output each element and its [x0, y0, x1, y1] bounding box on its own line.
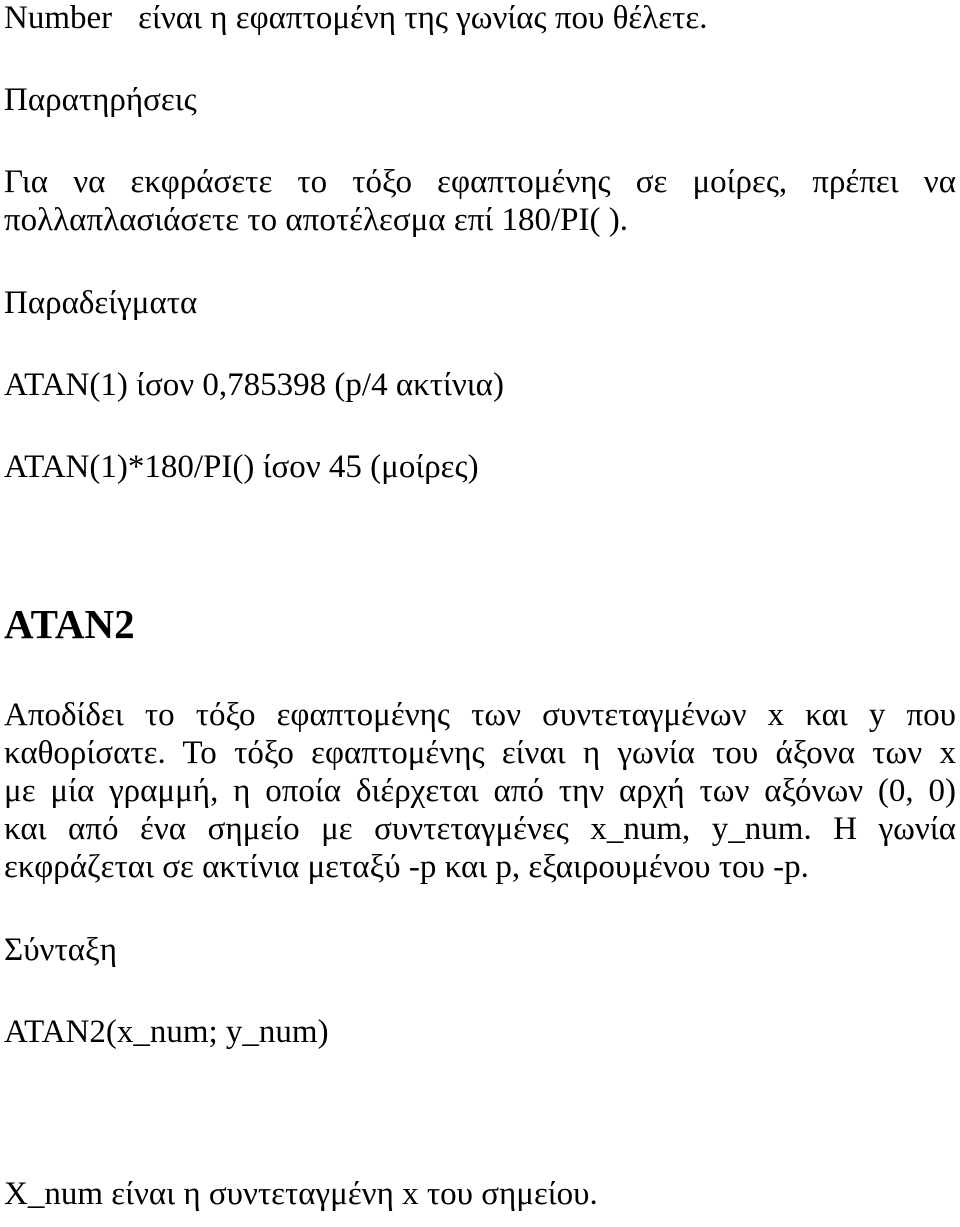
number-argument-line [4, 2, 708, 35]
function-title: ATAN2 [4, 601, 135, 647]
description-line: με μία γραμμή, η οποία διέρχεται από την αρχή των αξόνων (0, 0) [4, 773, 956, 809]
example-line: ATAN(1) ίσον 0,785398 (p/4 ακτίνια) [4, 367, 504, 403]
syntax-heading: Σύνταξη [4, 932, 117, 968]
argument-x-description: X_num είναι η συντεταγμένη x του σημείου. [4, 1176, 598, 1212]
notes-heading: Παρατηρήσεις [4, 82, 197, 118]
syntax-formula: ATAN2(x_num; y_num) [4, 1014, 329, 1050]
argument-term: Number [4, 0, 113, 36]
notes-line: Για να εκφράσετε το τόξο εφαπτομένης σε μοίρες, πρέπει να [4, 164, 956, 200]
description-line: εκφράζεται σε ακτίνια μεταξύ -p και p, εξαιρουμένου του -p. [4, 849, 809, 885]
argument-description: είναι η εφαπτομένη της γωνίας που θέλετε. [138, 0, 708, 36]
example-line: ATAN(1)*180/PI() ίσον 45 (μοίρες) [4, 449, 479, 485]
description-line: και από ένα σημείο με συντεταγμένες x_num, y_num. Η γωνία [4, 811, 956, 847]
description-line: καθορίσατε. Το τόξο εφαπτομένης είναι η γωνία του άξονα των x [4, 735, 956, 771]
notes-line: πολλαπλασιάσετε το αποτέλεσμα επί 180/PI( ). [4, 202, 628, 238]
examples-heading: Παραδείγματα [4, 285, 198, 321]
description-line: Αποδίδει το τόξο εφαπτομένης των συντεταγμένων x και y που [4, 697, 956, 733]
